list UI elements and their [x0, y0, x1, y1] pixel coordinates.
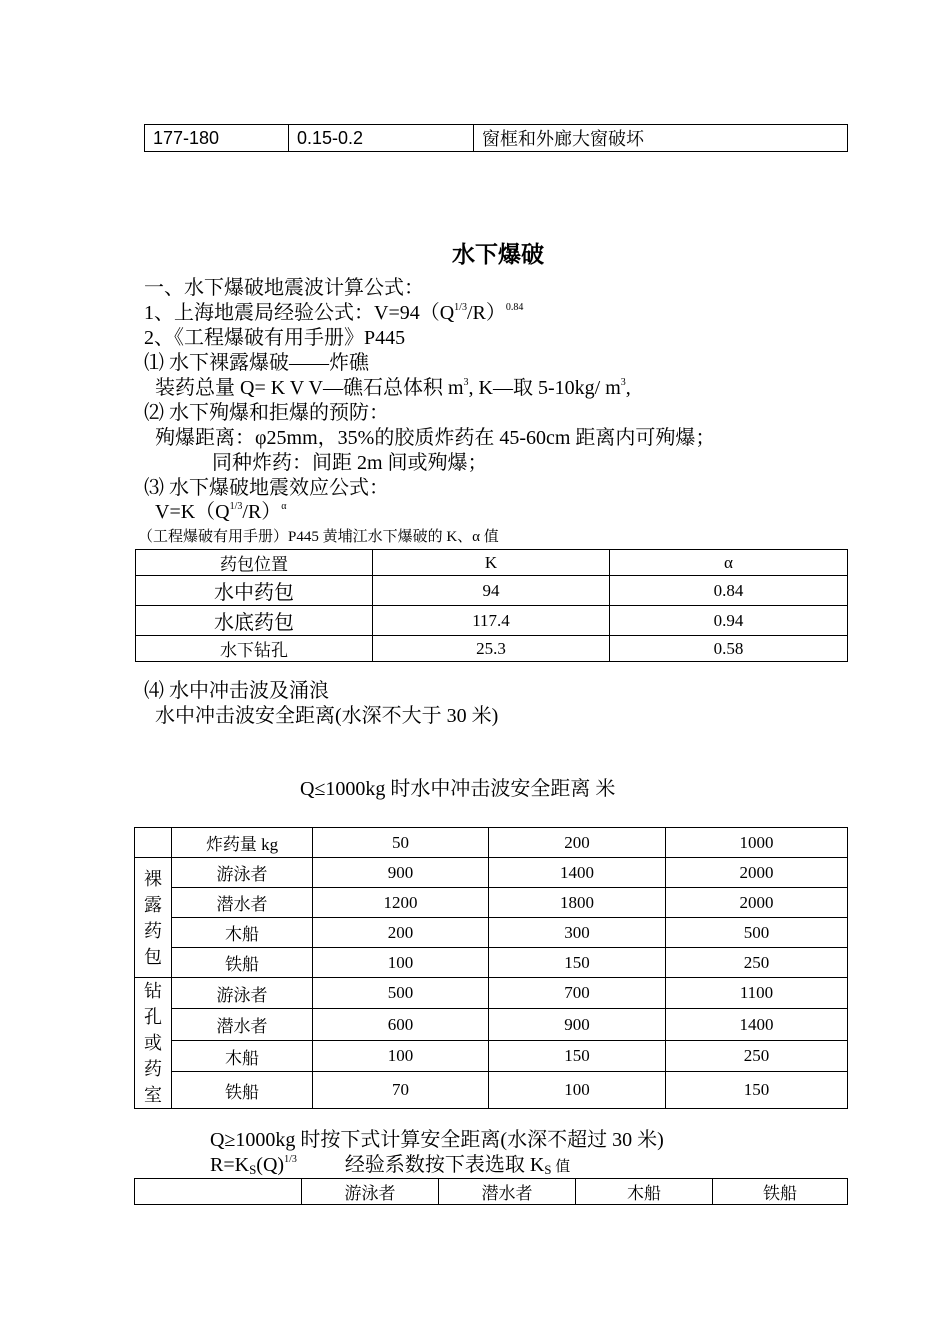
group-char: 露 [144, 894, 162, 915]
group-label-bare-charge [135, 858, 172, 978]
table-cell: 游泳者 [172, 858, 313, 888]
table-cell: 游泳者 [172, 978, 313, 1009]
table-cell: 900 [489, 1009, 666, 1040]
superscript: 0.84 [505, 302, 524, 313]
table-caption-1: （工程爆破有用手册）P445 黄埔江水下爆破的 K、α 值 [138, 529, 499, 545]
table-cell: 水中药包 [136, 576, 373, 606]
ks-formula-line [210, 1153, 570, 1179]
table-header: 游泳者 [302, 1179, 439, 1205]
section-heading: 水下爆破 [452, 241, 544, 267]
table-cell: 水底药包 [136, 606, 373, 636]
table-cell: 潜水者 [172, 888, 313, 918]
table-cell: 潜水者 [172, 1009, 313, 1040]
table-cell: 177-180 [145, 125, 289, 152]
text: R=K [210, 1154, 250, 1176]
table-cell: 2000 [666, 858, 848, 888]
table-cell: 250 [666, 1040, 848, 1071]
table-cell: 250 [666, 948, 848, 978]
group-char: 孔 [144, 1007, 162, 1027]
text: , K—取 5-10kg/ m [468, 377, 621, 399]
table-row [135, 1040, 848, 1071]
table-header-row [135, 1179, 848, 1205]
table-cell: 铁船 [172, 1072, 313, 1109]
superscript: 1/3 [284, 1154, 297, 1165]
table-cell: 150 [666, 1072, 848, 1109]
table-header: 潜水者 [439, 1179, 576, 1205]
table-header [135, 1179, 302, 1205]
table-cell: 2000 [666, 888, 848, 918]
table-cell: 700 [489, 978, 666, 1009]
table-cell: 70 [313, 1072, 489, 1109]
table-cell: 100 [489, 1072, 666, 1109]
shock-wave-table [134, 827, 848, 1109]
large-charge-line: Q≥1000kg 时按下式计算安全距离(水深不超过 30 米) [210, 1129, 664, 1151]
table-cell: 94 [373, 576, 610, 606]
text: 1、上海地震局经验公式：V=94（Q [144, 302, 455, 324]
table-cell: 木船 [172, 1040, 313, 1071]
group-char: 或 [144, 1033, 162, 1053]
table-caption-2: Q≤1000kg 时水中冲击波安全距离 米 [300, 778, 616, 800]
table-row [135, 888, 848, 918]
table-header: α [610, 550, 848, 576]
table-cell: 100 [313, 1040, 489, 1071]
subheading-3: ⑶ 水下爆破地震效应公式： [144, 477, 389, 499]
formula-heading: 一、水下爆破地震波计算公式： [144, 277, 424, 299]
group-char: 药 [144, 920, 162, 941]
group-char: 包 [144, 946, 162, 967]
table-cell: 100 [313, 948, 489, 978]
group-char: 室 [144, 1085, 162, 1105]
table-header-row [136, 550, 848, 576]
table-cell: 1100 [666, 978, 848, 1009]
table-row [135, 978, 848, 1009]
table-cell: 600 [313, 1009, 489, 1040]
text: /R） [242, 501, 282, 523]
group-char: 裸 [144, 868, 162, 889]
subscript: S [544, 1162, 552, 1177]
table-row [145, 125, 848, 152]
table-row [135, 1009, 848, 1040]
table-header: 1000 [666, 828, 848, 858]
table-row [135, 948, 848, 978]
group-label-borehole [135, 978, 172, 1109]
table-cell: 500 [666, 918, 848, 948]
top-table [144, 124, 848, 152]
superscript: 3 [620, 377, 626, 388]
table-header: K [373, 550, 610, 576]
table-cell: 500 [313, 978, 489, 1009]
table-cell: 900 [313, 858, 489, 888]
table-cell: 25.3 [373, 636, 610, 662]
subheading-2: ⑵ 水下殉爆和拒爆的预防： [144, 402, 389, 424]
superscript: 1/3 [454, 302, 467, 313]
table-header: 药包位置 [136, 550, 373, 576]
text: V=K（Q [155, 501, 230, 523]
table-cell: 300 [489, 918, 666, 948]
table-row [136, 636, 848, 662]
table-cell [135, 828, 172, 858]
subheading-1: ⑴ 水下裸露爆破——炸礁 [144, 352, 369, 374]
table-cell: 窗框和外廊大窗破坏 [474, 125, 848, 152]
text: 装药总量 Q= K V V—礁石总体积 m [155, 377, 464, 399]
k-alpha-table [135, 549, 848, 662]
table-header: 木船 [576, 1179, 713, 1205]
table-cell: 1400 [489, 858, 666, 888]
table-header: 铁船 [713, 1179, 848, 1205]
text: 经验系数按下表选取 K [344, 1154, 545, 1176]
shock-distance-line: 水中冲击波安全距离(水深不大于 30 米) [155, 705, 499, 727]
superscript: 3 [463, 377, 469, 388]
table-row [136, 576, 848, 606]
table-header: 50 [313, 828, 489, 858]
table-cell: 1200 [313, 888, 489, 918]
text: 值 [551, 1159, 571, 1175]
table-cell: 117.4 [373, 606, 610, 636]
reference-line: 2、《工程爆破有用手册》P445 [144, 327, 406, 349]
table-header: 炸药量 kg [172, 828, 313, 858]
table-row [135, 1072, 848, 1109]
superscript: α [281, 501, 287, 512]
group-char: 药 [144, 1059, 162, 1079]
table-cell: 0.94 [610, 606, 848, 636]
sympathetic-distance-line: 殉爆距离：φ25mm，35%的胶质炸药在 45-60cm 距离内可殉爆； [155, 427, 716, 449]
table-row [136, 606, 848, 636]
table-row [135, 858, 848, 888]
same-explosive-line: 同种炸药：间距 2m 间或殉爆； [212, 452, 488, 474]
table-cell: 1800 [489, 888, 666, 918]
table-cell: 木船 [172, 918, 313, 948]
table-header: 200 [489, 828, 666, 858]
table-cell: 铁船 [172, 948, 313, 978]
table-header-row [135, 828, 848, 858]
table-cell: 200 [313, 918, 489, 948]
group-char: 钻 [144, 981, 162, 1001]
table-cell: 150 [489, 948, 666, 978]
text: (Q) [256, 1154, 285, 1176]
ks-table [134, 1178, 848, 1205]
subscript: S [249, 1162, 257, 1177]
text: /R） [466, 302, 506, 324]
seismic-formula-line [155, 500, 287, 524]
table-cell: 150 [489, 1040, 666, 1071]
table-cell: 0.58 [610, 636, 848, 662]
table-cell: 水下钻孔 [136, 636, 373, 662]
table-cell: 0.84 [610, 576, 848, 606]
charge-formula-line [155, 376, 631, 400]
text: , [625, 377, 631, 399]
table-cell: 1400 [666, 1009, 848, 1040]
superscript: 1/3 [229, 501, 243, 512]
table-cell: 0.15-0.2 [289, 125, 474, 152]
subheading-4: ⑷ 水中冲击波及涌浪 [144, 680, 329, 702]
formula-line-1 [144, 301, 523, 325]
table-row [135, 918, 848, 948]
